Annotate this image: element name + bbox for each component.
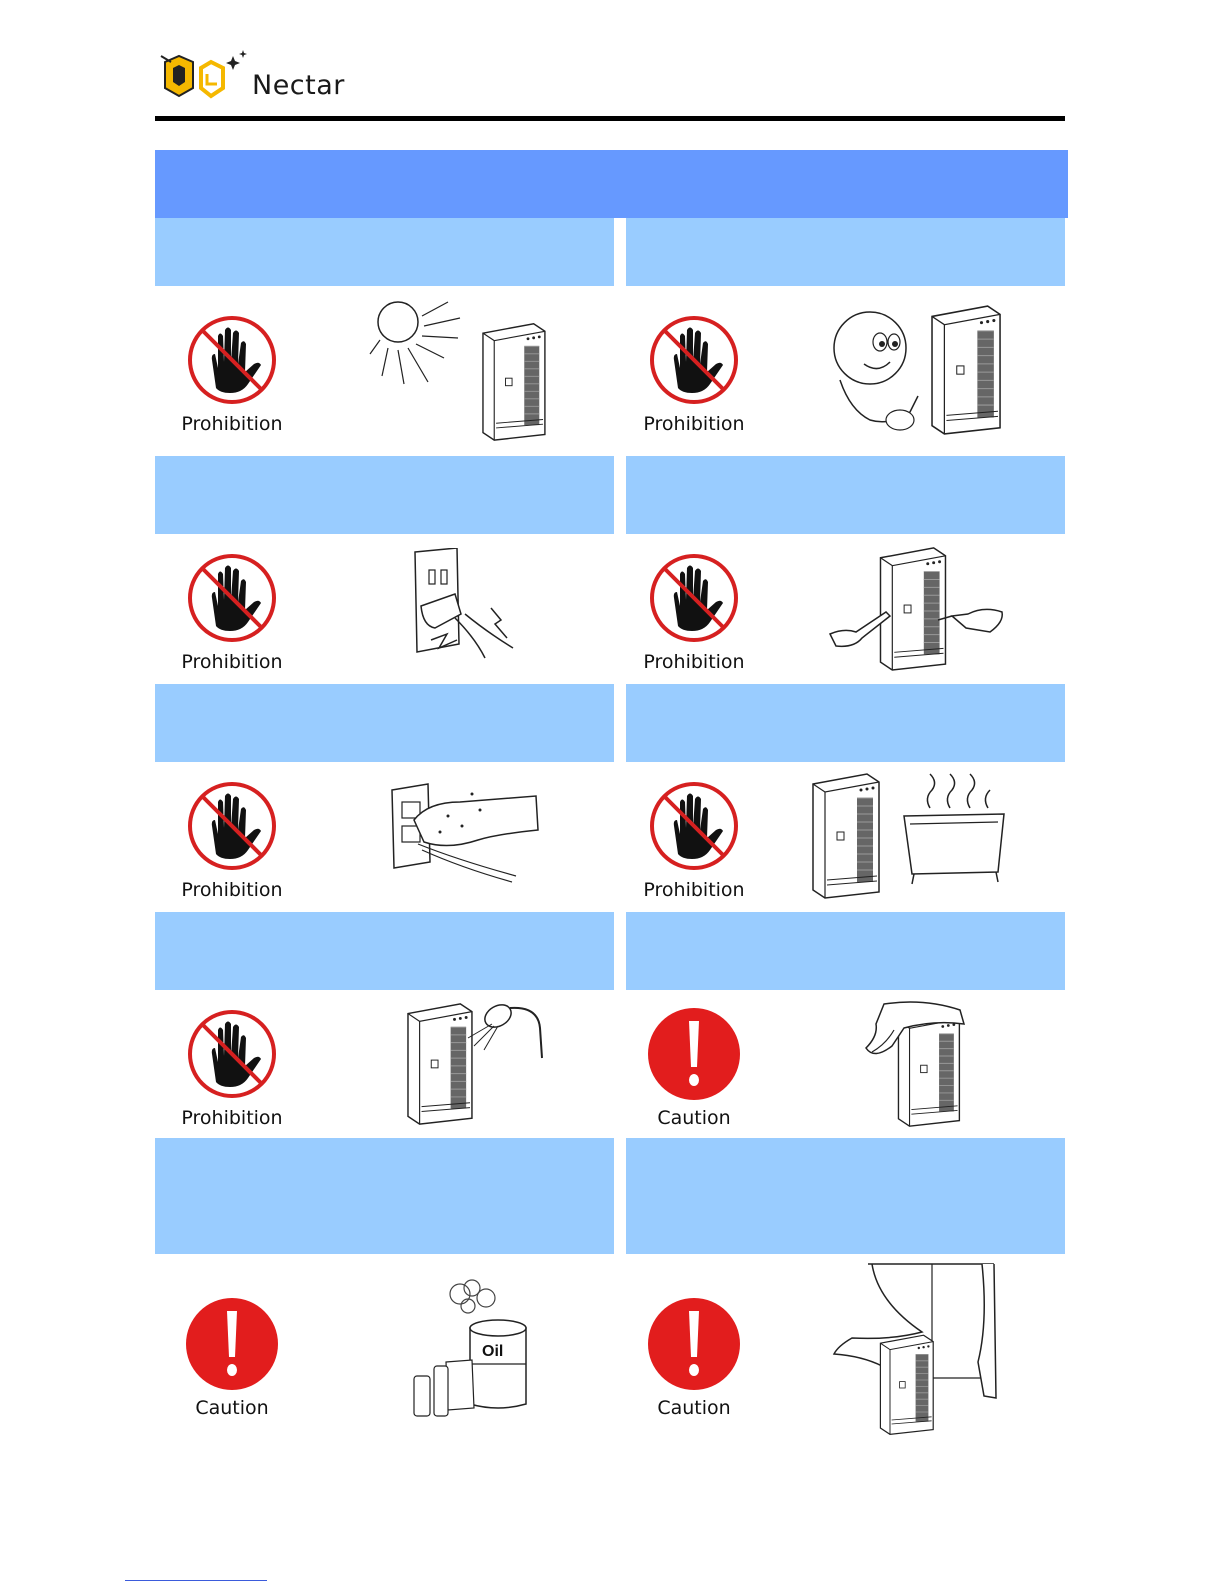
curtain-window-purifier-icon: [832, 1262, 1000, 1443]
sign-label: Prohibition: [181, 879, 283, 901]
baby-purifier-icon: [830, 300, 1010, 443]
prohibition-sign: [172, 776, 292, 906]
screwdriver-purifier-icon: [826, 542, 1010, 679]
prohibition-icon: [172, 776, 292, 876]
caution-sign: [634, 1004, 754, 1134]
sign-label: Prohibition: [181, 651, 283, 673]
sign-label: Prohibition: [181, 413, 283, 435]
safety-title-bar: [155, 150, 1068, 218]
caution-icon: [634, 1294, 754, 1394]
caution-icon: [172, 1294, 292, 1394]
prohibition-sign: [634, 548, 754, 678]
prohibition-icon: [172, 1004, 292, 1104]
shower-purifier-icon: [398, 998, 548, 1133]
purifier-steam-tub-icon: [804, 768, 1028, 907]
header-rule: [155, 116, 1065, 121]
sign-label: Caution: [657, 1107, 731, 1129]
sign-label: Prohibition: [643, 413, 745, 435]
outlet-damaged-plug-icon: [395, 548, 520, 671]
section-header-disassembly: [626, 456, 1065, 534]
section-header-flammables: [155, 1138, 614, 1254]
prohibition-sign: [172, 310, 292, 440]
section-header-water-spray: [155, 912, 614, 990]
svg-text:Oil: Oil: [482, 1343, 504, 1360]
wet-hand-plug-icon: [388, 780, 548, 889]
footer-line: [125, 1580, 267, 1581]
cloth-cover-purifier-icon: [864, 1000, 974, 1133]
prohibition-icon: [172, 310, 292, 410]
prohibition-icon: [634, 548, 754, 648]
prohibition-sign: [634, 310, 754, 440]
section-header-curtains: [626, 1138, 1065, 1254]
prohibition-sign: [172, 548, 292, 678]
section-header-humidity: [626, 684, 1065, 762]
sign-label: Caution: [195, 1397, 269, 1419]
section-header-direct-sunlight: [155, 218, 614, 286]
section-header-cover: [626, 912, 1065, 990]
section-header-children: [626, 218, 1065, 286]
section-header-damaged-cord: [155, 456, 614, 534]
prohibition-sign: [172, 1004, 292, 1134]
prohibition-icon: [172, 548, 292, 648]
prohibition-icon: [634, 310, 754, 410]
oil-drum-gas-bottles-icon: [408, 1276, 538, 1423]
prohibition-icon: [634, 776, 754, 876]
caution-sign: [172, 1294, 292, 1424]
section-header-wet-hands: [155, 684, 614, 762]
caution-icon: [634, 1004, 754, 1104]
caution-sign: [634, 1294, 754, 1424]
brand-name: Nectar: [252, 70, 345, 101]
sign-label: Prohibition: [181, 1107, 283, 1129]
sign-label: Caution: [657, 1397, 731, 1419]
sun-purifier-icon: [368, 292, 558, 447]
prohibition-sign: [634, 776, 754, 906]
sign-label: Prohibition: [643, 651, 745, 673]
sign-label: Prohibition: [643, 879, 745, 901]
